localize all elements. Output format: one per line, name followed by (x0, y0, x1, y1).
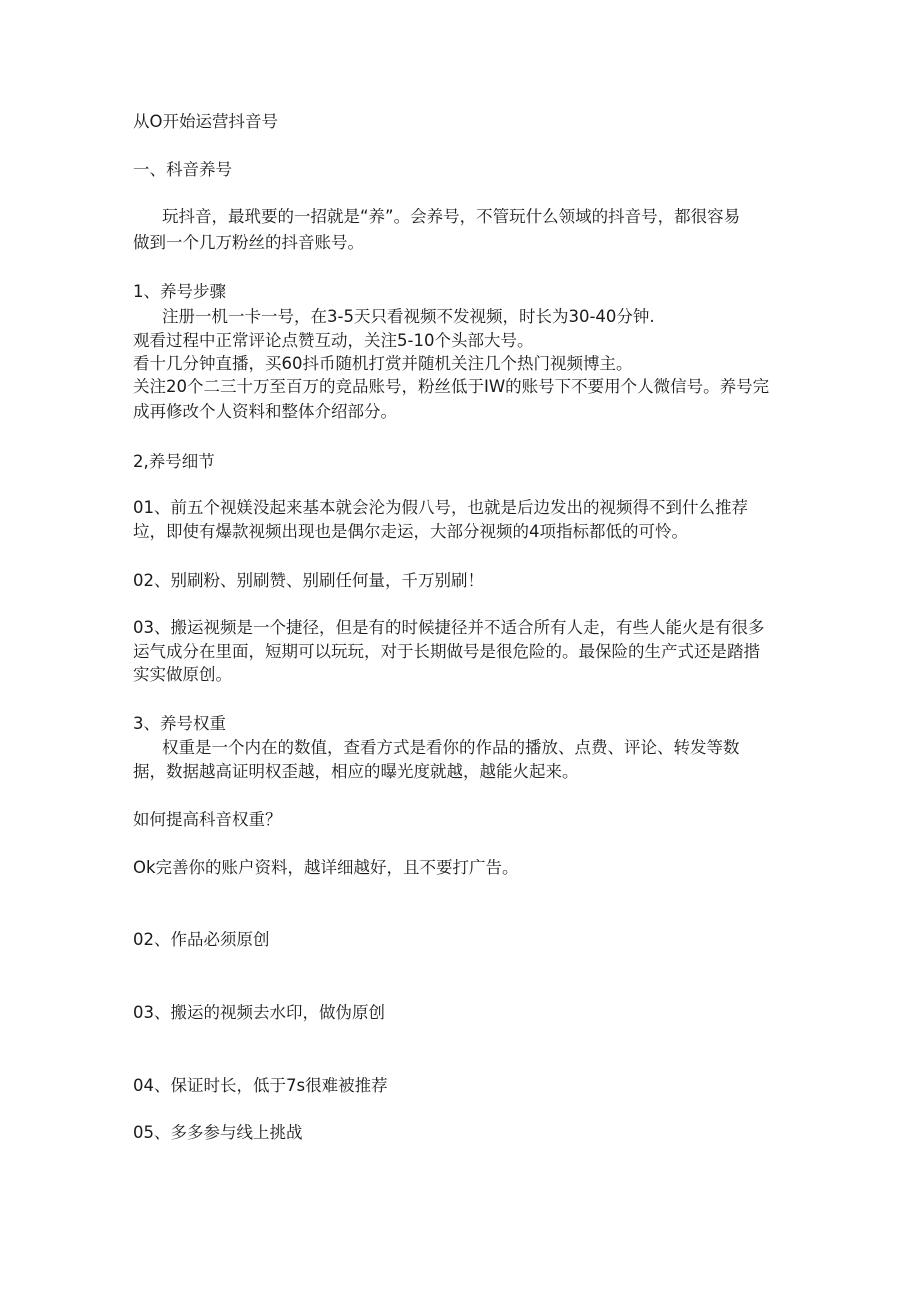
paragraph-line: 注册一机一卡一号，在3-5天只看视频不发视频，时长为30-40分钟. (162, 307, 655, 326)
tip-line: 02、作品必须原创 (133, 930, 270, 949)
paragraph-line: 02、别刷粉、别刷赞、别刷任何量，千万别刷！ (133, 571, 484, 590)
tip-line: 04、保证时长，低于7s很难被推荐 (133, 1076, 388, 1095)
subsection-heading: 2,养号细节 (133, 452, 215, 471)
paragraph-line: 运气成分在里面，短期可以玩玩，对于长期做号是很危险的。最保险的生产式还是踏揩 (133, 642, 760, 661)
paragraph-line: 做到一个几万粉丝的抖音账号。 (133, 233, 364, 252)
section-heading: 一、科音养号 (133, 160, 232, 179)
tip-line: 05、多多参与线上挑战 (133, 1123, 303, 1142)
paragraph-line: 关注20个二三十万至百万的竞品账号，粉丝低于IW的账号下不要用个人微信号。养号完 (133, 377, 770, 396)
paragraph-line: 03、搬运视频是一个捷径，但是有的时候捷径并不适合所有人走，有些人能火是有很多 (133, 618, 765, 637)
paragraph-line: 垃，即使有爆款视频出现也是偶尔走运，大部分视频的4项指标都低的可怜。 (133, 522, 688, 541)
paragraph-line: 玩抖音，最玳要的一招就是“养”。会养号，不管玩什么领域的抖音号，都很容易 (162, 207, 741, 226)
subsection-heading: 3、养号权重 (133, 714, 226, 733)
paragraph-line: 实实做原创。 (133, 665, 232, 684)
paragraph-line: 看十几分钟直播，买60抖币随机打赏并随机关注几个热门视频博主。 (133, 354, 633, 373)
paragraph-line: 据，数据越高证明权歪越，相应的曝光度就越，越能火起来。 (133, 762, 579, 781)
question-line: 如何提高科音权重？ (133, 810, 282, 829)
tip-line: Ok完善你的账户资料，越详细越好，且不要打广告。 (133, 858, 519, 877)
paragraph-line: 成再修改个人资料和整体介绍部分。 (133, 402, 397, 421)
paragraph-line: 权重是一个内在的数值，查看方式是看你的作品的播放、点费、评论、转发等数 (162, 738, 740, 757)
subsection-heading: 1、养号步骤 (133, 282, 226, 301)
paragraph-line: 01、前五个视媄没起来基本就会沦为假八号，也就是后边发出的视频得不到什么推荐 (133, 498, 748, 517)
document-title: 从O开始运营抖音号 (133, 112, 278, 131)
tip-line: 03、搬运的视频去水印，做伪原创 (133, 1003, 385, 1022)
paragraph-line: 观看过程中正常评论点赞互动，关注5-10个头部大号。 (133, 331, 534, 350)
